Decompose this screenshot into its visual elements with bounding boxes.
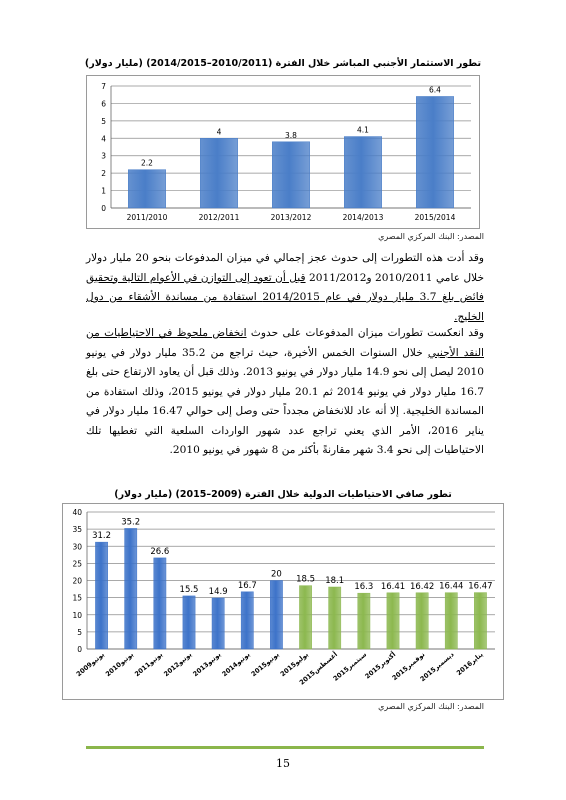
paragraph1-underlined-text: قبل أن تعود إلى التوازن في الأعوام التالية وتحقيق فائض بلغ 3.7 مليار دولار في عام 2014/2015 استفادة من مساندة الأشقاء من دول الخليج. bbox=[86, 271, 484, 323]
x-tick-label: يونيو2014 bbox=[220, 650, 252, 679]
x-tick-label: يونيو2012 bbox=[162, 650, 194, 679]
y-tick-label: 5 bbox=[77, 627, 82, 637]
y-tick-label: 5 bbox=[101, 116, 106, 126]
chart1-svg bbox=[87, 76, 479, 228]
x-tick-label: أغسطس2015 bbox=[297, 650, 339, 687]
bar bbox=[128, 170, 165, 208]
data-label: 31.2 bbox=[92, 531, 112, 542]
paragraph2-text-start: وقد انعكست تطورات ميزان المدفوعات على حدوث bbox=[246, 327, 484, 339]
y-tick-label: 15 bbox=[72, 593, 82, 603]
bar bbox=[154, 558, 166, 649]
paragraph2-underlined-text: انخفاض ملحوظ في الاحتياطيات من النقد الأجنبي bbox=[86, 327, 484, 359]
y-tick-label: 1 bbox=[101, 186, 106, 196]
x-tick-label: 2015/2014 bbox=[414, 213, 456, 222]
bar bbox=[200, 138, 237, 208]
data-label: 18.1 bbox=[325, 576, 345, 587]
data-label: 3.8 bbox=[285, 130, 297, 140]
data-label: 6.4 bbox=[429, 85, 441, 95]
y-tick-label: 40 bbox=[72, 508, 82, 517]
chart2-frame bbox=[62, 503, 504, 700]
bar bbox=[445, 593, 457, 649]
x-tick-label: 2014/2013 bbox=[342, 213, 384, 222]
y-tick-label: 6 bbox=[101, 99, 106, 109]
bar bbox=[329, 587, 341, 649]
x-tick-label: يوليو2015 bbox=[278, 650, 310, 679]
x-tick-label: يونيو2013 bbox=[191, 650, 223, 679]
y-tick-label: 4 bbox=[101, 134, 106, 144]
page-number: 15 bbox=[276, 757, 290, 770]
bar bbox=[416, 593, 428, 649]
data-label: 16.41 bbox=[380, 581, 406, 592]
bar bbox=[358, 593, 370, 649]
data-label: 16.47 bbox=[468, 581, 493, 592]
data-label: 15.5 bbox=[179, 584, 199, 595]
data-label: 16.7 bbox=[237, 580, 257, 591]
footer-divider bbox=[86, 746, 484, 749]
paragraph-foreign-reserves bbox=[86, 324, 484, 461]
data-label: 2.2 bbox=[141, 158, 153, 168]
paragraph1-text: وقد أدت هذه التطورات إلى حدوث عجز إجمالي في ميزان المدفوعات بنحو 20 مليار دولار خلال عامي 2010/2011 و2011/2012 bbox=[86, 252, 485, 284]
data-label: 18.5 bbox=[296, 574, 316, 585]
y-tick-label: 7 bbox=[101, 82, 106, 91]
chart1-frame bbox=[86, 75, 480, 229]
y-tick-label: 25 bbox=[72, 559, 82, 569]
x-tick-label: نوفمبر2015 bbox=[390, 650, 427, 683]
bar bbox=[125, 528, 137, 649]
bar bbox=[270, 581, 282, 650]
y-tick-label: 0 bbox=[77, 645, 82, 654]
data-label: 16.3 bbox=[354, 582, 374, 593]
chart2-source: المصدر: البنك المركزي المصري bbox=[378, 702, 484, 711]
data-label: 4.1 bbox=[357, 125, 369, 135]
bar bbox=[344, 137, 381, 208]
bar bbox=[272, 142, 309, 208]
bar bbox=[299, 586, 311, 649]
y-tick-label: 30 bbox=[72, 542, 82, 552]
x-tick-label: 2013/2012 bbox=[270, 213, 312, 222]
x-tick-label: يونيو2009 bbox=[74, 650, 106, 679]
x-tick-label: يونيو2010 bbox=[103, 650, 135, 679]
x-tick-label: ديسمبر2015 bbox=[418, 650, 456, 684]
bar bbox=[387, 593, 399, 649]
y-tick-label: 0 bbox=[101, 204, 106, 213]
data-label: 26.6 bbox=[150, 546, 170, 557]
y-tick-label: 35 bbox=[72, 525, 82, 535]
bar bbox=[183, 596, 195, 649]
x-tick-label: 2011/2010 bbox=[126, 213, 168, 222]
bar bbox=[416, 96, 453, 208]
chart1-title: تطور الاستثمار الأجنبي المباشر خلال الفترة (2010/2011–2014/2015) (مليار دولار) bbox=[84, 58, 482, 69]
x-tick-label: 2012/2011 bbox=[198, 213, 240, 222]
bar bbox=[474, 593, 486, 649]
chart2-title: تطور صافي الاحتياطيات الدولية خلال الفترة (2009–2015) (مليار دولار) bbox=[114, 489, 452, 500]
data-label: 16.44 bbox=[439, 581, 464, 592]
data-label: 20 bbox=[271, 569, 282, 580]
y-tick-label: 10 bbox=[72, 610, 82, 620]
data-label: 4 bbox=[216, 127, 222, 137]
bar bbox=[241, 592, 253, 649]
paragraph-balance-of-payments bbox=[86, 249, 484, 327]
x-tick-label: يناير2016 bbox=[454, 650, 485, 678]
paragraph2-text-end: خلال السنوات الخمس الأخيرة، حيث تراجع من 35.2 مليار دولار في يونيو 2010 ليصل إلى نحو 14.9 مليار دولار في يونيو 2013. وذلك قبل أن يعاود الارتفاع حتى بلغ 16.7 مليار دولار في يونيو 2014 ثم 20.1 مليار دولار في يونيو 2015، وذلك استفادة من المساندة الخليجية. إلا أنه عاد للانخفاض مجدداً حتى وصل إلى حوالي 16.47 مليار دولار في يناير 2016، الأمر الذي يعني تراجع عدد شهور الواردات السلعية التي تغطيها تلك الاحتياطيات إلى نحو 3.4 شهر مقارنةً بأكثر من 8 شهور في يونيو 2010. bbox=[86, 346, 485, 456]
chart1-source: المصدر: البنك المركزي المصري bbox=[378, 232, 484, 241]
y-tick-label: 20 bbox=[72, 576, 82, 586]
y-tick-label: 2 bbox=[101, 169, 106, 179]
x-tick-label: يونيو2011 bbox=[133, 650, 165, 679]
chart2-svg bbox=[63, 504, 503, 699]
data-label: 35.2 bbox=[121, 517, 141, 528]
bar bbox=[212, 598, 224, 649]
data-label: 14.9 bbox=[208, 586, 228, 597]
y-tick-label: 3 bbox=[101, 151, 106, 161]
data-label: 16.42 bbox=[409, 581, 435, 592]
x-tick-label: يونيو2015 bbox=[249, 650, 281, 679]
x-tick-label: أكتوبر2015 bbox=[363, 650, 398, 681]
bar bbox=[95, 542, 107, 649]
x-tick-label: سبتمبر2015 bbox=[331, 650, 369, 683]
